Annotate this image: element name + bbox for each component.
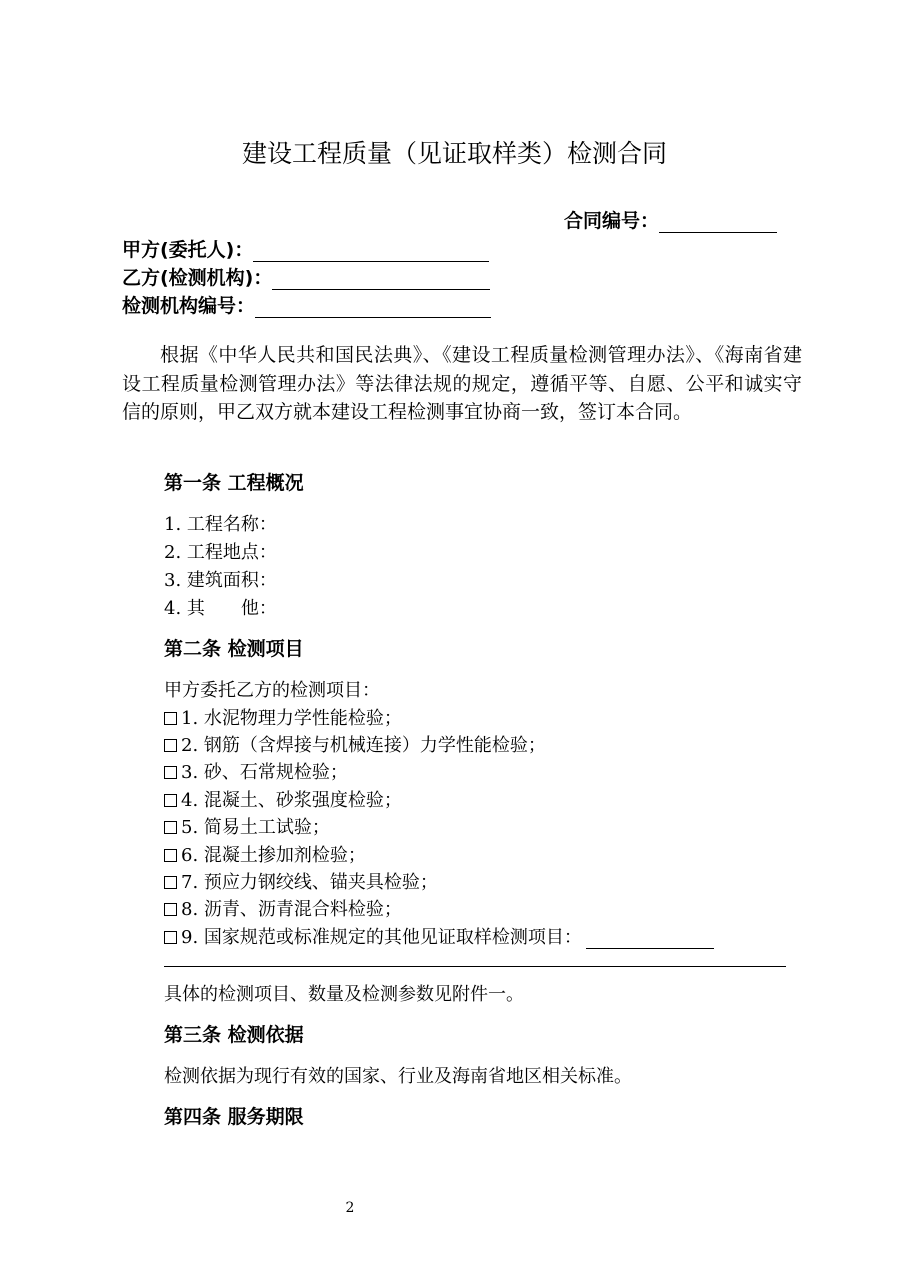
agency-number-line	[122, 291, 491, 318]
contract-number-blank[interactable]	[659, 212, 777, 233]
contract-title: 建设工程质量（见证取样类）检测合同	[241, 139, 667, 168]
checkbox[interactable]	[164, 903, 177, 916]
party-a-blank[interactable]	[253, 241, 489, 262]
building-area-item: 3. 建筑面积：	[164, 570, 277, 591]
party-b-blank[interactable]	[272, 269, 490, 290]
checkbox[interactable]	[164, 849, 177, 862]
page-number: 2	[345, 1200, 355, 1216]
test-item: 8. 沥青、沥青混合料检验；	[164, 895, 402, 921]
checkbox[interactable]	[164, 766, 177, 779]
party-b-line	[122, 263, 490, 290]
agency-number-blank[interactable]	[255, 297, 491, 318]
agency-number-label: 检测机构编号：	[122, 295, 256, 317]
checkbox[interactable]	[164, 739, 177, 752]
other-items-blank[interactable]	[586, 928, 714, 949]
contract-number-line	[564, 206, 777, 233]
article-4-heading: 第四条 服务期限	[164, 1106, 304, 1128]
test-item: 5. 简易土工试验；	[164, 813, 330, 839]
test-item: 9. 国家规范或标准规定的其他见证取样检测项目：	[164, 923, 714, 949]
other-item: 4. 其 他：	[164, 598, 277, 619]
test-item: 1. 水泥物理力学性能检验；	[164, 704, 402, 730]
article-2-note: 具体的检测项目、数量及检测参数见附件一。	[164, 984, 524, 1005]
party-a-line	[122, 235, 489, 262]
other-items-blank-line[interactable]	[164, 966, 786, 967]
test-item: 3. 砂、石常规检验；	[164, 758, 348, 784]
intro-paragraph: 根据《中华人民共和国民法典》、《建设工程质量检测管理办法》、《海南省建设工程质量检测管理办法》等法律法规的规定，遵循平等、自愿、公平和诚实守信的原则，甲乙双方就本建设工程检测事宜协商一致，签订本合同。	[122, 344, 802, 423]
test-item: 6. 混凝土掺加剂检验；	[164, 841, 366, 867]
checkbox[interactable]	[164, 931, 177, 944]
party-b-label: 乙方(检测机构)：	[122, 267, 273, 289]
checkbox[interactable]	[164, 794, 177, 807]
test-item: 7. 预应力钢绞线、锚夹具检验；	[164, 868, 438, 894]
checkbox[interactable]	[164, 876, 177, 889]
checkbox[interactable]	[164, 712, 177, 725]
article-2-heading: 第二条 检测项目	[164, 638, 304, 660]
party-a-label: 甲方(委托人)：	[122, 239, 254, 261]
checkbox[interactable]	[164, 821, 177, 834]
article-1-heading: 第一条 工程概况	[164, 472, 304, 494]
test-item: 4. 混凝土、砂浆强度检验；	[164, 786, 402, 812]
article-3-heading: 第三条 检测依据	[164, 1024, 304, 1046]
test-item: 2. 钢筋（含焊接与机械连接）力学性能检验；	[164, 731, 546, 757]
contract-number-label: 合同编号：	[564, 210, 660, 232]
article-2-lead: 甲方委托乙方的检测项目：	[164, 680, 380, 701]
project-name-item: 1. 工程名称：	[164, 514, 277, 535]
project-location-item: 2. 工程地点：	[164, 542, 277, 563]
article-3-text: 检测依据为现行有效的国家、行业及海南省地区相关标准。	[164, 1066, 632, 1087]
